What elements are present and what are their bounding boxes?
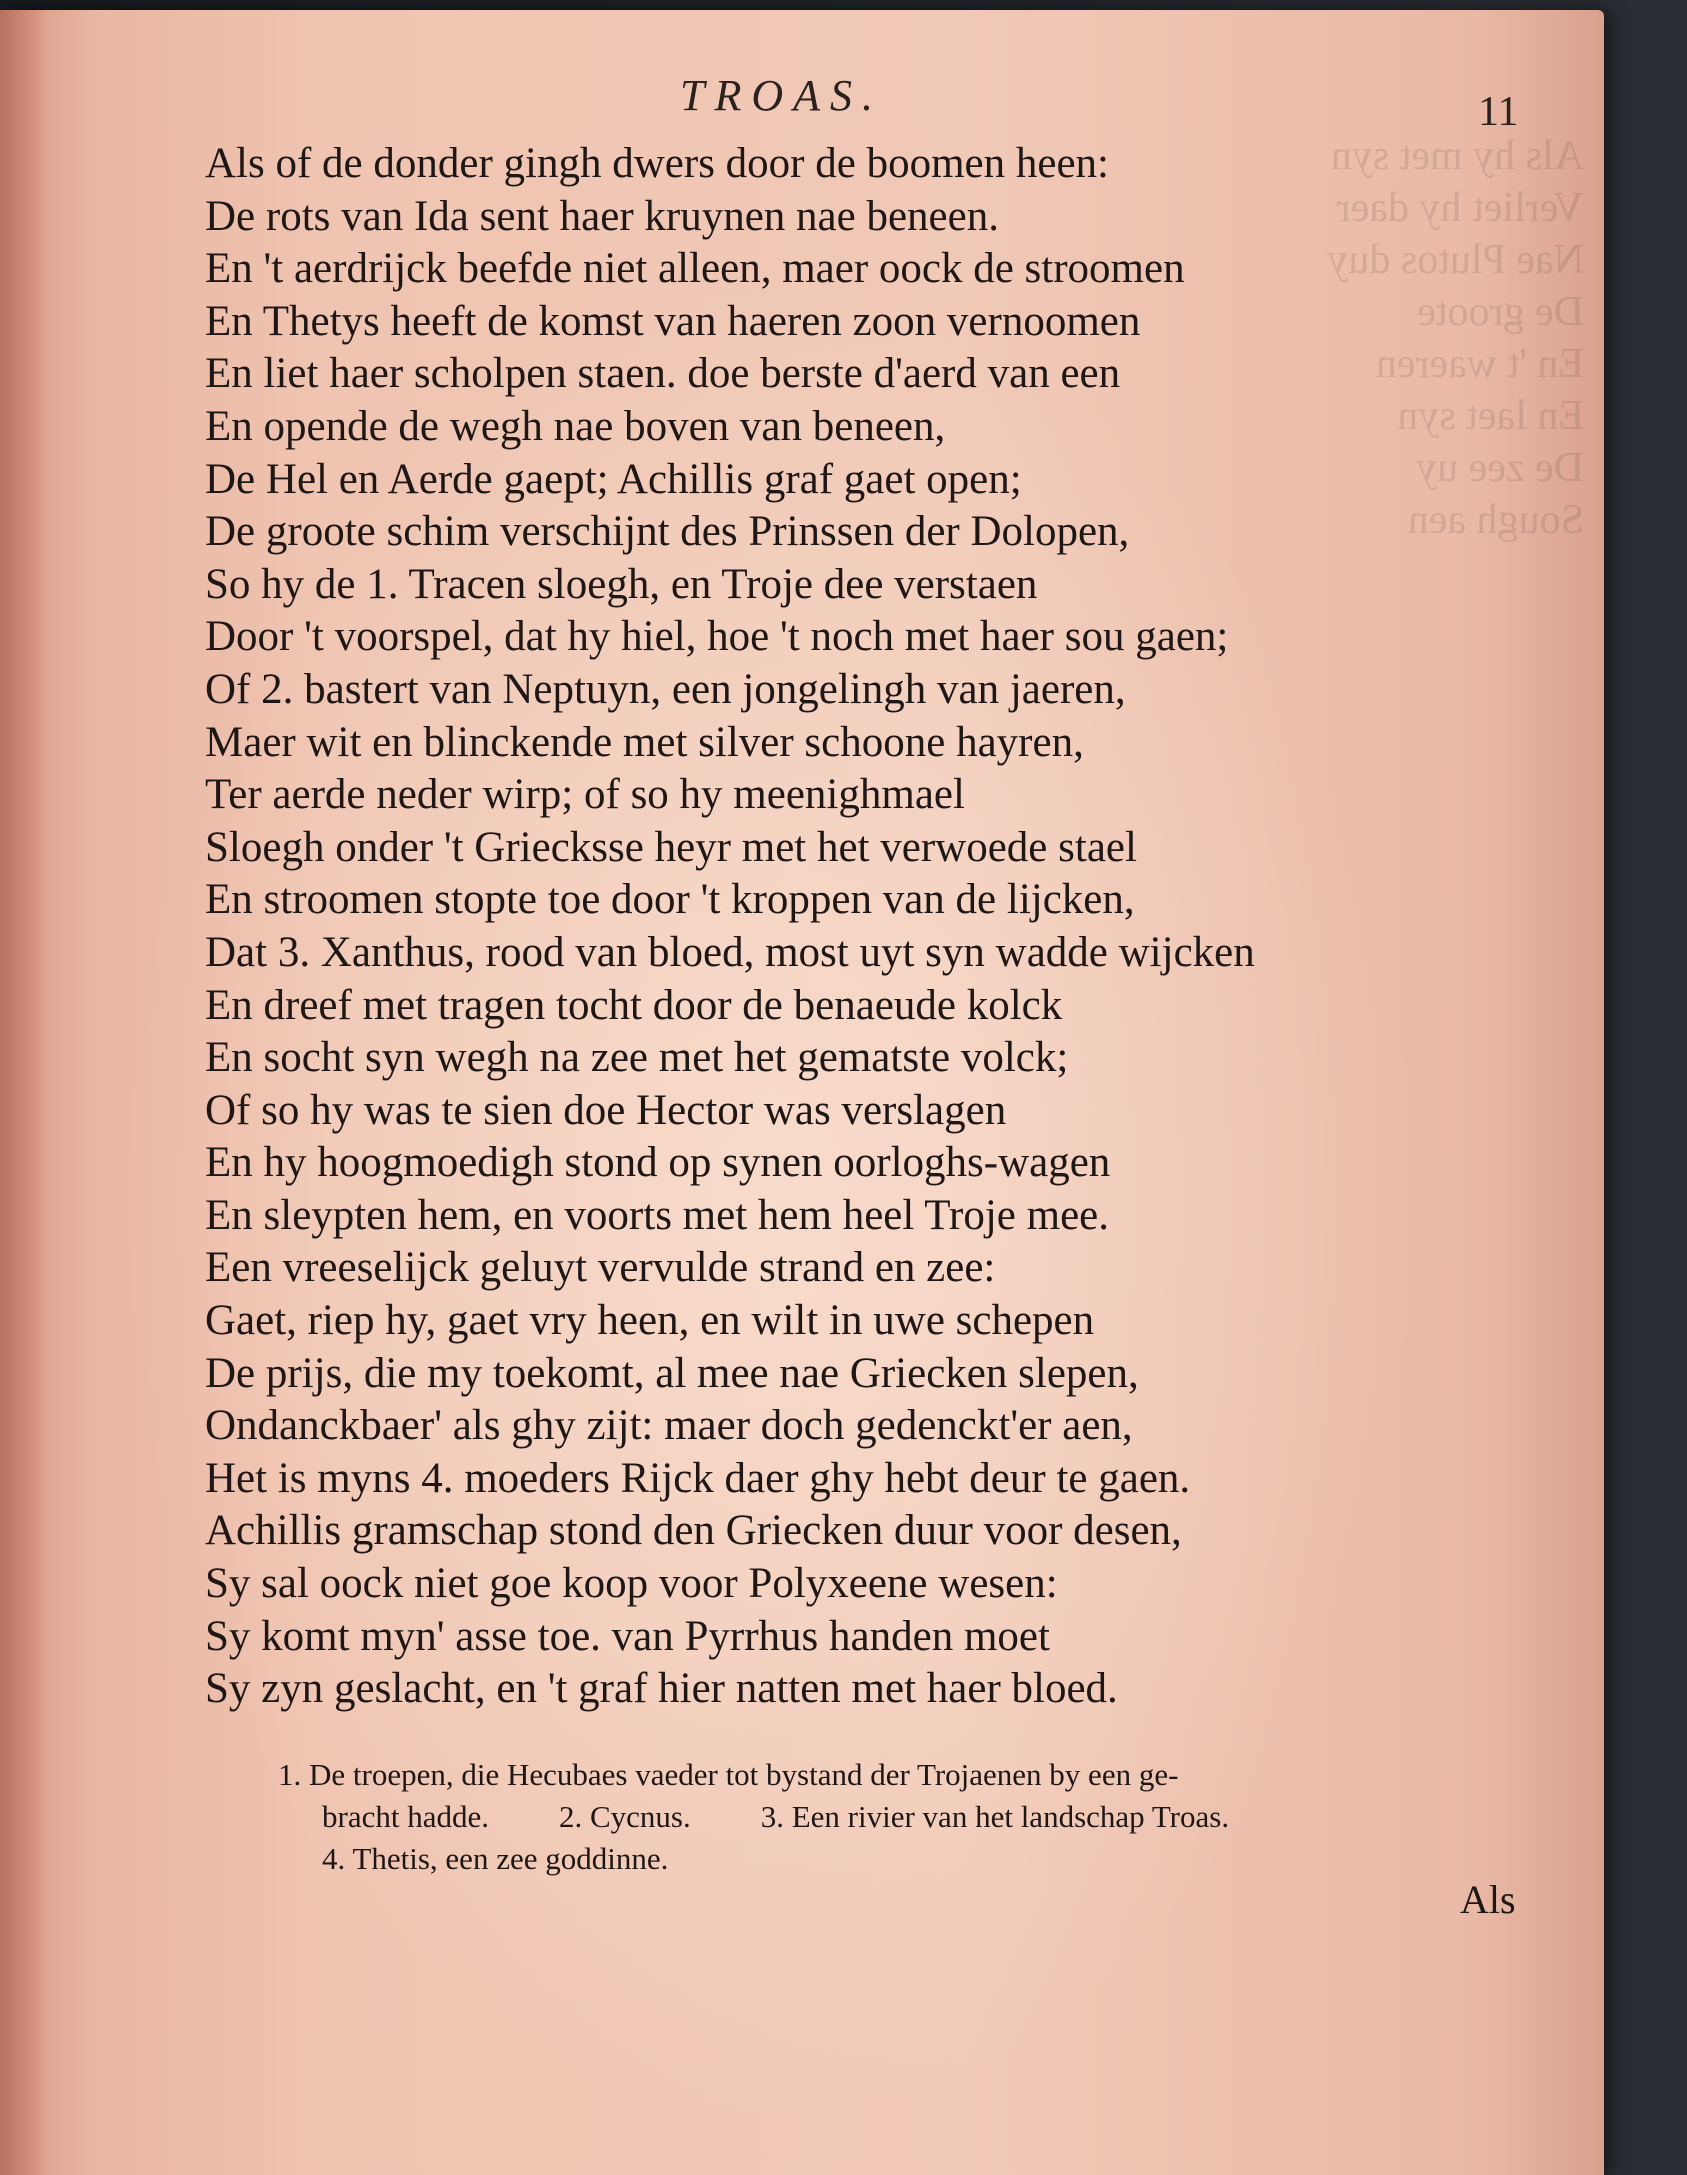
verse-line: Dat 3. Xanthus, rood van bloed, most uyt syn wadde wijcken [205,928,1255,976]
verse-line: En hy hoogmoedigh stond op synen oorloghs-wagen [205,1139,1111,1187]
page-number: 11 [1478,89,1519,135]
verse-line: Als of de donder gingh dwers door de boomen heen: [205,140,1109,187]
verse-line: Sy sal oock niet goe koop voor Polyxeene wesen: [205,1560,1058,1608]
verse-line: Door 't voorspel, dat hy hiel, hoe 't noch met haer sou gaen; [205,613,1229,661]
verse-line: En Thetys heeft de komst van haeren zoon vernoomen [205,297,1141,345]
verse-line: De prijs, die my toekomt, al mee nae Griecken slepen, [205,1349,1139,1397]
verse-line: Ter aerde neder wirp; of so hy meenighmael [205,771,965,819]
verse-line: Sy komt myn' asse toe. van Pyrrhus handen moet [205,1612,1050,1660]
verse-line: Of so hy was te sien doe Hector was verslagen [205,1086,1007,1134]
verse-line: Ondanckbaer' als ghy zijt: maer doch gedenckt'er aen, [205,1402,1133,1450]
verse-line: En socht syn wegh na zee met het gematste volck; [205,1034,1069,1082]
verse-line: En sleypten hem, en voorts met hem heel Troje mee. [205,1191,1110,1239]
verse-line: En opende de wegh nae boven van beneen, [205,402,946,450]
footnote-text: bracht hadde. [322,1799,489,1834]
verse-line: Het is myns 4. moeders Rijck daer ghy hebt deur te gaen. [205,1454,1191,1502]
show-through-text: Als hy met syn Verliet hy daer Nae Plutos duy De groote En 't waeren En laet syn De zee uy Sough aen [1327,133,1584,543]
footnote-line: 1. De troepen, die Hecubaes vaeder tot bystand der Trojaenen by een ge- [278,1757,1179,1792]
verse-line: Of 2. bastert van Neptuyn, een jongelingh van jaeren, [205,665,1126,713]
verse-line: En dreef met tragen tocht door de benaeude kolck [205,981,1063,1029]
verse-line: En liet haer scholpen staen. doe berste d'aerd van een [205,350,1121,398]
footnote-line [278,1796,1528,1838]
verse-line: De Hel en Aerde gaept; Achillis graf gaet open; [205,455,1022,503]
verse-block [205,138,1535,1716]
verse-line: De groote schim verschijnt des Prinssen der Dolopen, [205,508,1130,556]
verse-line: En 't aerdrijck beefde niet alleen, maer oock de stroomen [205,245,1185,293]
footnote-line: 4. Thetis, een zee goddinne. [322,1841,669,1876]
footnote-text: 2. Cycnus. [558,1799,691,1834]
verse-line: Sloegh onder 't Griecksse heyr met het verwoede stael [205,823,1137,871]
verse-line: Sy zyn geslacht, en 't graf hier natten met haer bloed. [205,1665,1118,1713]
book-page [0,10,1604,2175]
verse-line: En stroomen stopte toe door 't kroppen van de lijcken, [205,876,1135,924]
verse-line: Achillis gramschap stond den Griecken duur voor desen, [205,1507,1182,1555]
running-head: TROAS. [680,71,883,120]
verse-line: Een vreeselijck geluyt vervulde strand en zee: [205,1244,996,1292]
catchword: Als [1460,1877,1516,1922]
page-gutter [0,10,48,2175]
footnotes [278,1754,1528,1880]
verse-line: De rots van Ida sent haer kruynen nae beneen. [205,192,999,240]
verse-line: Maer wit en blinckende met silver schoone hayren, [205,718,1084,766]
footnote-text: 3. Een rivier van het landschap Troas. [760,1799,1230,1834]
verse-line: So hy de 1. Tracen sloegh, en Troje dee verstaen [205,560,1038,608]
verse-line: Gaet, riep hy, gaet vry heen, en wilt in uwe schepen [205,1297,1095,1345]
